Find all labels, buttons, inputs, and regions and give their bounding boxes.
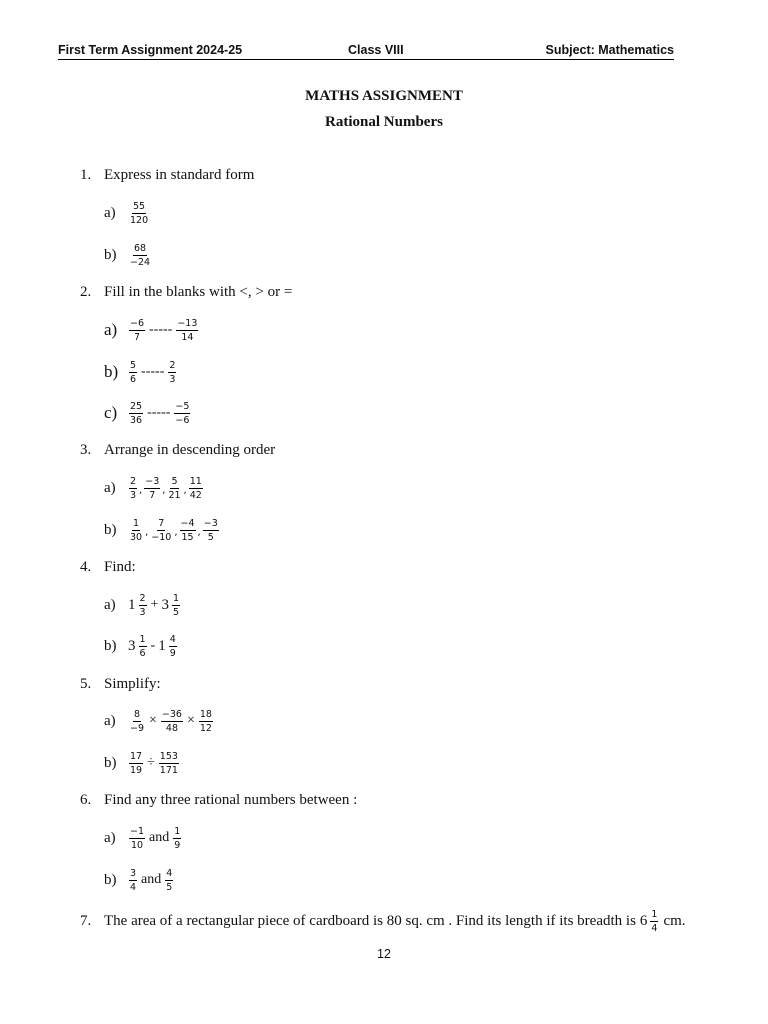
fraction: −5 −6 xyxy=(175,400,190,426)
and-text: and xyxy=(141,872,162,887)
fraction: 5 6 xyxy=(130,359,137,385)
fraction: $\frac{8}{-9}$ xyxy=(130,708,145,734)
fraction: −6 7 xyxy=(130,317,145,343)
fraction: −13 14 xyxy=(177,317,198,343)
fraction: $\frac{-36}{48}$ xyxy=(161,708,182,734)
fraction: 1 5 xyxy=(172,592,179,618)
q5-part-a xyxy=(104,703,214,739)
question-text: Simplify: xyxy=(104,676,161,692)
page-title: MATHS ASSIGNMENT xyxy=(305,88,463,104)
fraction: 1 30 xyxy=(130,517,143,543)
header-left: First Term Assignment 2024-25 xyxy=(58,43,243,57)
question-number: 5. xyxy=(80,676,92,692)
part-label: b) xyxy=(104,871,117,888)
fraction: 1 6 xyxy=(139,633,146,659)
q2-part-b xyxy=(104,354,177,390)
question-6 xyxy=(80,792,357,809)
part-label: b) xyxy=(104,637,117,654)
fraction: −1 10 xyxy=(130,825,145,851)
fraction: $\frac{18}{12}$ xyxy=(199,708,212,734)
fraction: −4 15 xyxy=(180,517,195,543)
question-3 xyxy=(80,442,275,459)
question-text: Express in standard form xyxy=(104,167,255,183)
question-text: Arrange in descending order xyxy=(104,442,276,458)
question-text: Find any three rational numbers between : xyxy=(104,792,358,808)
part-label: c) xyxy=(104,403,118,422)
fraction: 1 4 xyxy=(651,908,658,934)
fraction: 1 9 xyxy=(174,825,181,851)
part-label: a) xyxy=(104,204,116,221)
header-center: Class VIII xyxy=(348,43,404,57)
q1-part-a xyxy=(104,195,150,231)
part-label: b) xyxy=(104,246,117,263)
fraction: 3 4 xyxy=(130,867,137,893)
question-number: 4. xyxy=(80,559,92,575)
unit-text: cm. xyxy=(663,912,686,929)
question-number: 3. xyxy=(80,442,92,458)
q4-part-b xyxy=(104,628,178,664)
question-7 xyxy=(80,903,686,939)
fraction: 2 3 xyxy=(169,359,176,385)
fraction: 4 9 xyxy=(169,633,176,659)
part-label: b) xyxy=(104,521,117,538)
q6-part-b xyxy=(104,862,174,898)
q1-part-b xyxy=(104,237,152,273)
fraction: 55 120 xyxy=(130,200,149,226)
question-text: The area of a rectangular piece of cardboard is 80 sq. cm . Find its length if its breadth is xyxy=(104,912,636,929)
q6-part-a xyxy=(104,820,182,856)
page-header xyxy=(58,43,674,60)
question-4 xyxy=(80,559,136,576)
part-label: a) xyxy=(104,320,118,339)
question-1 xyxy=(80,167,254,184)
q3-part-b: b) 1 30 , 7 −10 , −4 15 , −3 5 xyxy=(104,517,218,543)
question-number: 6. xyxy=(80,792,92,808)
page-subtitle: Rational Numbers xyxy=(325,114,443,130)
part-label: a) xyxy=(104,712,116,729)
blank: ----- xyxy=(147,405,171,420)
q4-part-a xyxy=(104,587,181,623)
fraction: 25 36 xyxy=(130,400,143,426)
fraction: −3 7 xyxy=(145,475,160,501)
multiply-operator: × xyxy=(186,713,195,728)
header-right: Subject: Mathematics xyxy=(545,43,674,57)
question-number: 2. xyxy=(80,284,92,300)
fraction: 4 5 xyxy=(166,867,173,893)
question-number: 7. xyxy=(80,912,92,929)
part-label: b) xyxy=(104,754,117,771)
operator: - xyxy=(150,638,156,653)
page-number: 12 xyxy=(377,947,391,961)
fraction: 2 3 xyxy=(130,475,137,501)
fraction: 5 21 xyxy=(168,475,181,501)
fraction: 2 3 xyxy=(139,592,146,618)
whole-number: 1 xyxy=(128,596,136,613)
question-2 xyxy=(80,284,292,301)
fraction: −3 5 xyxy=(203,517,218,543)
question-5 xyxy=(80,676,161,693)
blank: ----- xyxy=(149,322,173,337)
divide-operator: ÷ xyxy=(147,755,155,770)
fraction: 7 −10 xyxy=(151,517,172,543)
question-number: 1. xyxy=(80,167,92,183)
question-text: Find: xyxy=(104,559,136,575)
blank: ----- xyxy=(141,364,165,379)
question-text: Fill in the blanks with <, > or = xyxy=(104,284,293,300)
part-label: b) xyxy=(104,362,119,381)
q5-part-b xyxy=(104,745,180,781)
part-label: a) xyxy=(104,479,116,496)
fraction: $\frac{17}{19}$ xyxy=(130,750,143,776)
q2-part-c xyxy=(104,395,191,431)
multiply-operator: × xyxy=(149,713,157,728)
part-label: a) xyxy=(104,596,116,613)
whole-number: 3 xyxy=(161,596,169,613)
fraction: 11 42 xyxy=(189,475,202,501)
and-text: and xyxy=(149,830,170,845)
whole-number: 6 xyxy=(639,912,648,929)
q3-part-a: a) 2 3 , −3 7 , 5 21 , 11 42 xyxy=(104,475,202,501)
whole-number: 1 xyxy=(158,637,166,654)
fraction: $\frac{153}{171}$ xyxy=(159,750,178,776)
whole-number: 3 xyxy=(128,637,136,654)
part-label: a) xyxy=(104,829,116,846)
operator: + xyxy=(150,597,159,612)
q2-part-a xyxy=(104,312,199,348)
fraction: 68 −24 xyxy=(130,242,151,268)
